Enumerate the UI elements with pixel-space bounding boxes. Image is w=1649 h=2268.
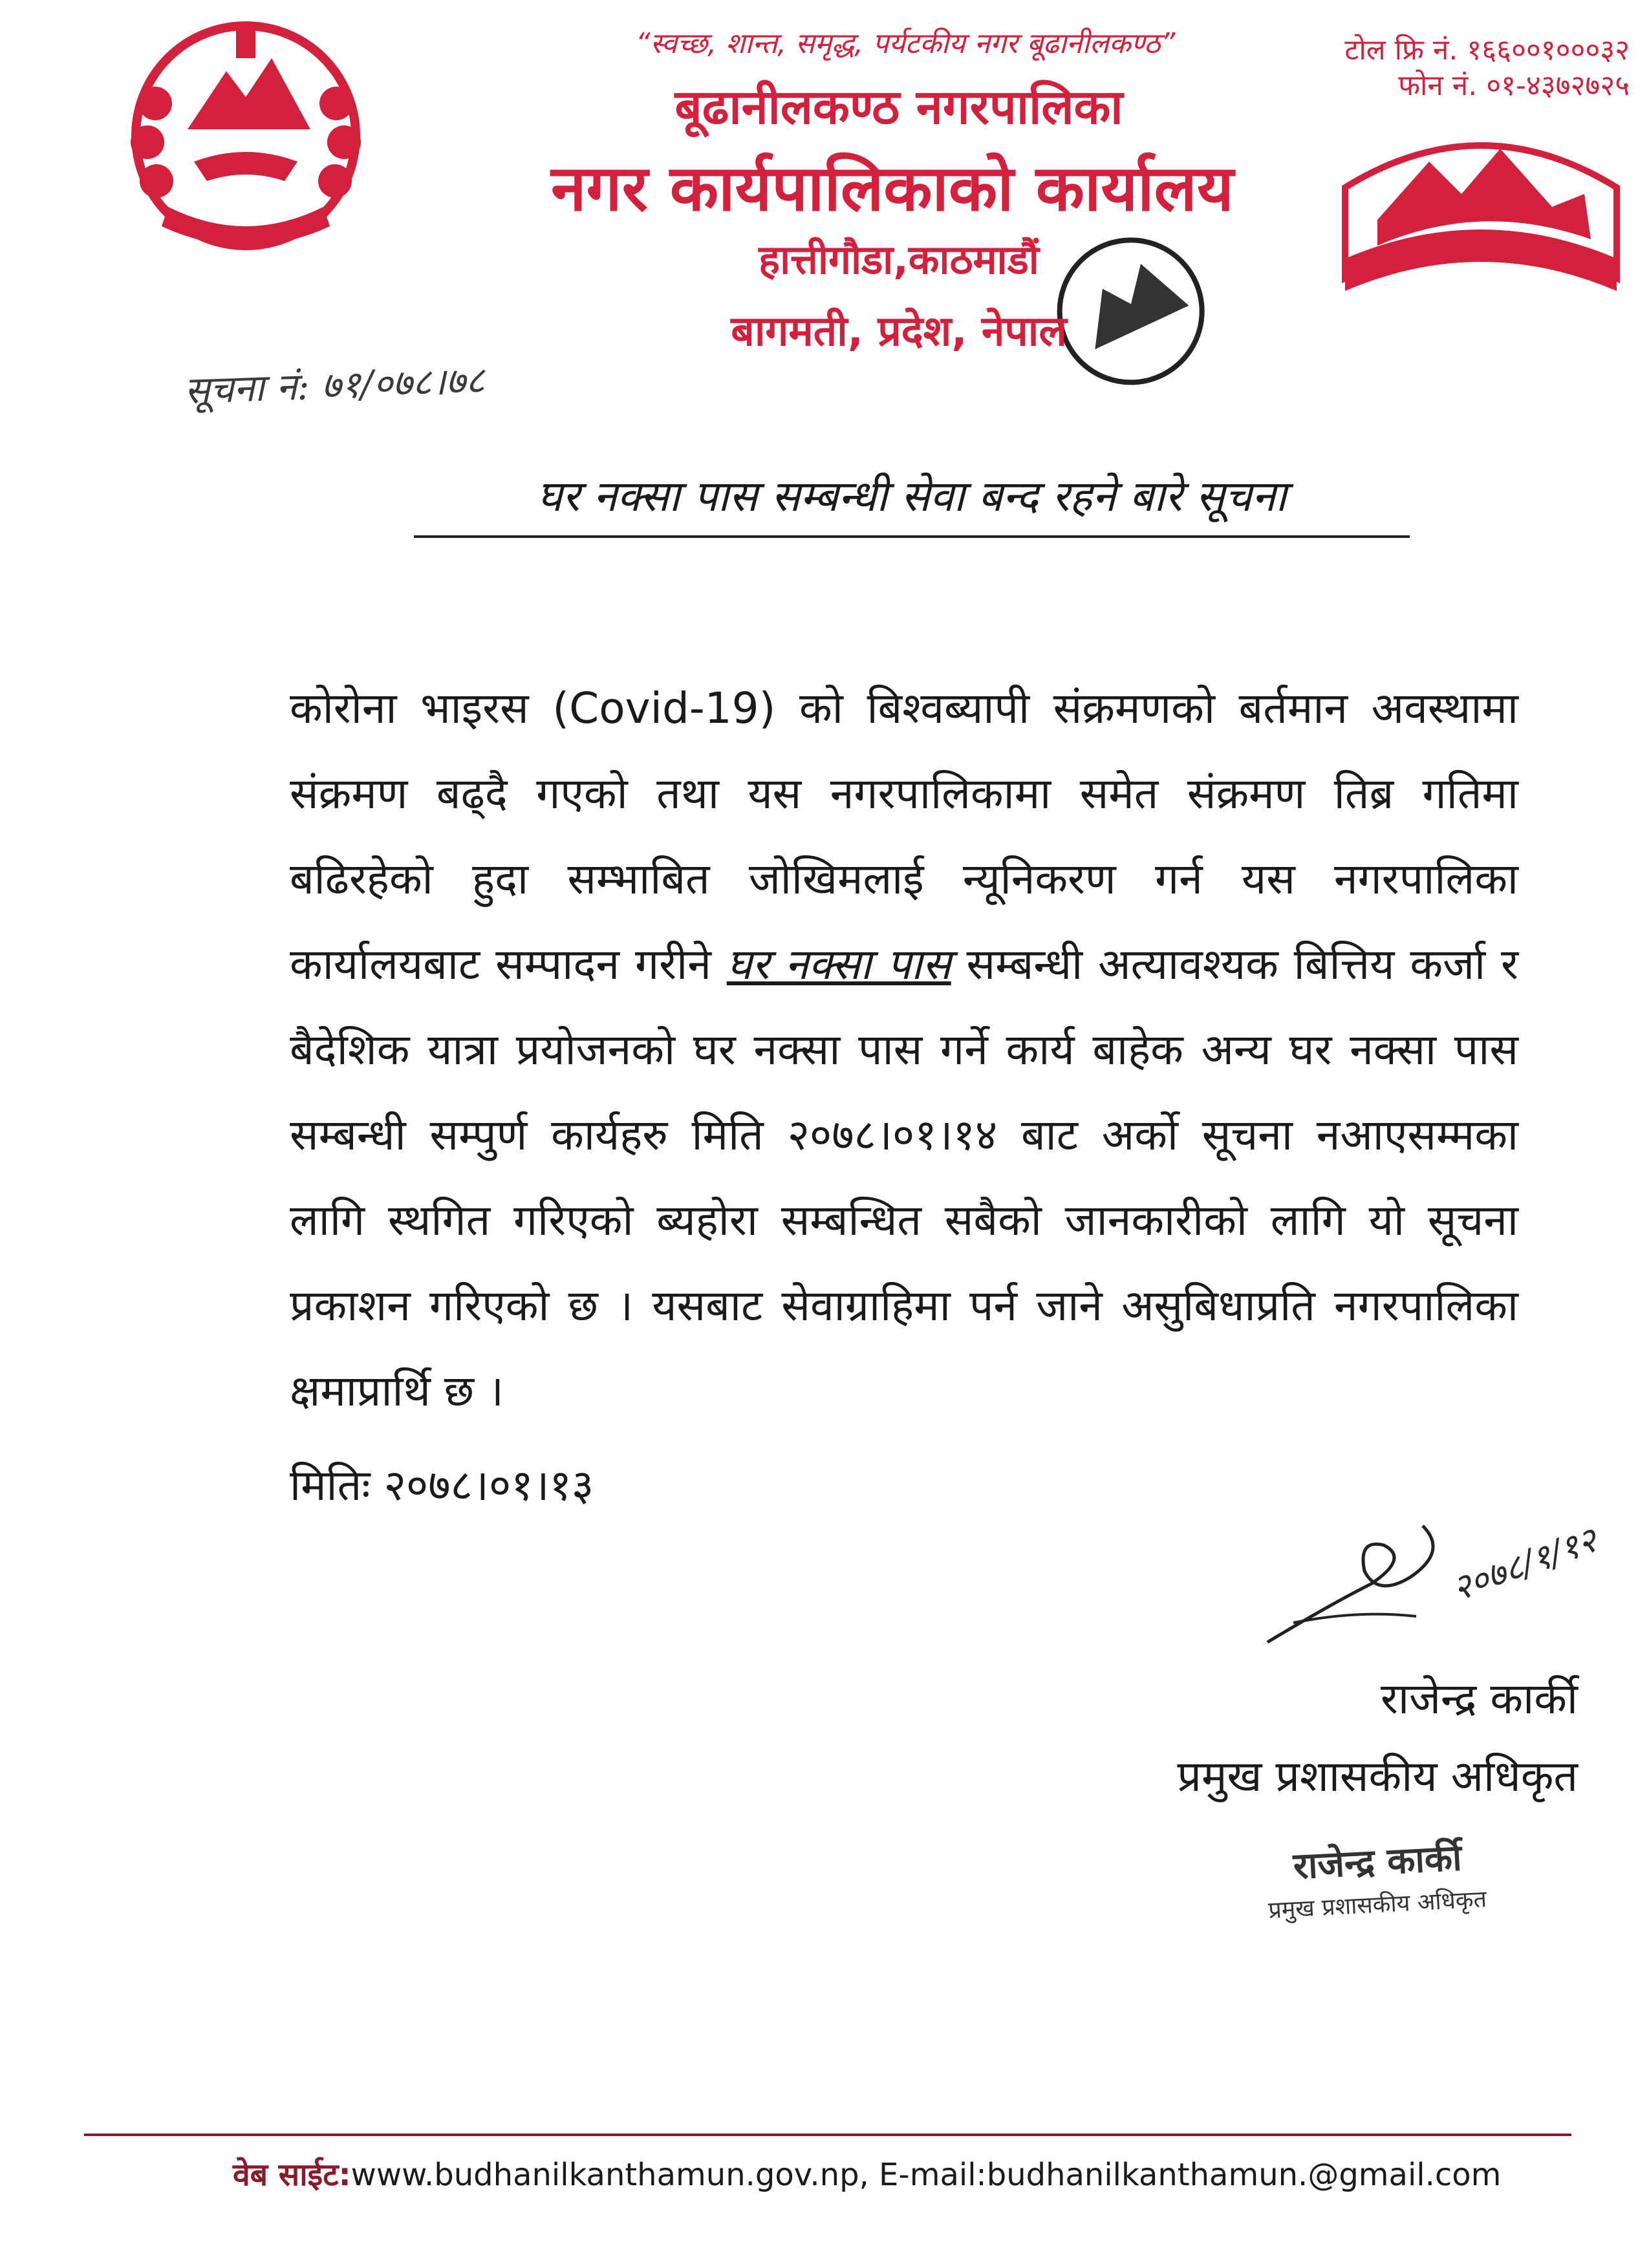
title-stamp: प्रमुख प्रशासकीय अधिकृत [1267,1886,1487,1924]
footer [233,2153,1526,2195]
reference-number: सूचना नं: ७१/०७८।७८ [184,358,486,412]
notice-body [290,666,1518,1434]
signature-date: २०७८/१/१२ [1447,1519,1602,1609]
name-stamp: राजेन्द्र कार्की [1292,1837,1463,1888]
address-line-2: बागमती, प्रदेश, नेपाल [731,308,1067,356]
notice-date: मितिः २०७८।०१।१३ [290,1460,594,1510]
nepal-emblem-icon [116,13,375,265]
office-name: नगर कार्यपालिकाको कार्यालय [551,152,1234,226]
body-underlined-text: घर नक्सा पास [726,939,951,989]
municipality-logo-icon [1332,110,1630,304]
signatory-name: राजेन्द्र कार्की [1380,1674,1578,1724]
address-line-1: हात्तीगौडा,काठमाडौं [759,236,1039,283]
signatory-title: प्रमुख प्रशासकीय अधिकृत [1177,1751,1578,1801]
municipality-name: बूढानीलकण्ठ नगरपालिका [674,80,1123,135]
footer-label: वेब साईट: [233,2157,351,2193]
notice-title: घर नक्सा पास सम्बन्धी सेवा बन्द रहने बारे सूचना [414,465,1410,538]
footer-divider [84,2134,1571,2136]
toll-free-number: टोल फ्रि नं. १६६००१०००३२ [1344,34,1630,67]
slogan: “स्वच्छ, शान्त, समृद्ध, पर्यटकीय नगर बूढानीलकण्ठ” [635,27,1176,60]
body-text-part-2: सम्बन्धी अत्यावश्यक बित्तिय कर्जा र बैदेशिक यात्रा प्रयोजनको घर नक्सा पास गर्ने कार्य बाहेक अन्य घर नक्सा पास सम्बन्धी सम्पुर्ण कार्यहरु मिति २०७८।०१।१४ बाट अर्को सूचना नआएसम्मका लागि स्थगित गरिएको ब्यहोरा सम्बन्धित सबैको जानकारीको लागि यो सूचना प्रकाशन गरिएको छ । यसबाट सेवाग्राहिमा पर्न जाने असुबिधाप्रति नगरपालिका क्षमाप्रार्थि छ । [290,939,1518,1416]
phone-number: फोन नं. ०१-४३७२७२५ [1398,69,1630,102]
body-text-part-1: कोरोना भाइरस (Covid-19) को बिश्वब्यापी संक्रमणको बर्तमान अवस्थामा संक्रमण बढ्दै गएको तथा यस नगरपालिकामा समेत संक्रमण तिब्र गतिमा बढिरहेको हुदा सम्भाबित जोखिमलाई न्यूनिकरण गर्न यस नगरपालिका कार्यालयबाट सम्पादन गरीने [290,683,1518,989]
footer-contact: www.budhanilkanthamun.gov.np, E-mail:budhanilkanthamun.@gmail.com [350,2157,1502,2193]
